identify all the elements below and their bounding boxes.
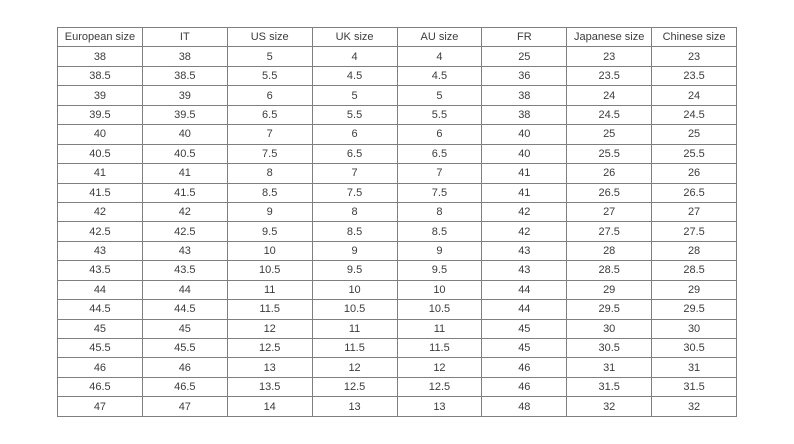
table-cell: 38.5 bbox=[58, 66, 143, 85]
table-cell: 4 bbox=[312, 47, 397, 66]
table-cell: 28.5 bbox=[652, 261, 737, 280]
table-cell: 38.5 bbox=[142, 66, 227, 85]
table-cell: 12 bbox=[397, 358, 482, 377]
table-cell: 24 bbox=[567, 86, 652, 105]
table-cell: 11 bbox=[312, 319, 397, 338]
table-cell: 8.5 bbox=[397, 222, 482, 241]
table-cell: 7 bbox=[397, 164, 482, 183]
table-row bbox=[58, 339, 737, 358]
table-cell: 48 bbox=[482, 397, 567, 416]
table-cell: 26 bbox=[652, 164, 737, 183]
table-cell: 12 bbox=[227, 319, 312, 338]
table-row bbox=[58, 300, 737, 319]
table-cell: 44.5 bbox=[142, 300, 227, 319]
table-cell: 8 bbox=[227, 164, 312, 183]
table-row bbox=[58, 105, 737, 124]
table-cell: 46 bbox=[58, 358, 143, 377]
table-cell: 11.5 bbox=[397, 339, 482, 358]
table-cell: 9 bbox=[397, 241, 482, 260]
column-header: IT bbox=[142, 28, 227, 47]
table-cell: 45 bbox=[142, 319, 227, 338]
table-cell: 43 bbox=[482, 241, 567, 260]
table-body bbox=[58, 47, 737, 416]
table-cell: 28 bbox=[652, 241, 737, 260]
table-cell: 41 bbox=[58, 164, 143, 183]
table-row bbox=[58, 377, 737, 396]
table-cell: 43 bbox=[142, 241, 227, 260]
table-cell: 14 bbox=[227, 397, 312, 416]
table-cell: 11 bbox=[227, 280, 312, 299]
table-cell: 12 bbox=[312, 358, 397, 377]
table-cell: 27 bbox=[567, 202, 652, 221]
table-cell: 10 bbox=[227, 241, 312, 260]
table-cell: 39.5 bbox=[142, 105, 227, 124]
table-cell: 25.5 bbox=[652, 144, 737, 163]
table-cell: 12.5 bbox=[397, 377, 482, 396]
table-row bbox=[58, 241, 737, 260]
table-row bbox=[58, 358, 737, 377]
table-cell: 45 bbox=[482, 319, 567, 338]
table-cell: 12.5 bbox=[312, 377, 397, 396]
table-cell: 10.5 bbox=[397, 300, 482, 319]
table-cell: 42 bbox=[58, 202, 143, 221]
table-cell: 45.5 bbox=[58, 339, 143, 358]
table-cell: 29 bbox=[652, 280, 737, 299]
table-cell: 30 bbox=[652, 319, 737, 338]
table-cell: 42.5 bbox=[58, 222, 143, 241]
table-cell: 5 bbox=[312, 86, 397, 105]
table-cell: 13 bbox=[397, 397, 482, 416]
table-cell: 36 bbox=[482, 66, 567, 85]
table-cell: 8.5 bbox=[312, 222, 397, 241]
table-row bbox=[58, 280, 737, 299]
table-cell: 23 bbox=[567, 47, 652, 66]
table-cell: 41.5 bbox=[58, 183, 143, 202]
column-header: Japanese size bbox=[567, 28, 652, 47]
table-cell: 26.5 bbox=[567, 183, 652, 202]
table-cell: 5 bbox=[227, 47, 312, 66]
table-cell: 9.5 bbox=[312, 261, 397, 280]
column-header: Chinese size bbox=[652, 28, 737, 47]
table-cell: 44 bbox=[58, 280, 143, 299]
table-cell: 44.5 bbox=[58, 300, 143, 319]
table-cell: 25 bbox=[482, 47, 567, 66]
table-cell: 11.5 bbox=[227, 300, 312, 319]
table-cell: 23 bbox=[652, 47, 737, 66]
table-cell: 46 bbox=[482, 377, 567, 396]
column-header: European size bbox=[58, 28, 143, 47]
table-cell: 7.5 bbox=[227, 144, 312, 163]
table-row bbox=[58, 125, 737, 144]
table-cell: 4 bbox=[397, 47, 482, 66]
table-cell: 5.5 bbox=[312, 105, 397, 124]
table-cell: 7.5 bbox=[397, 183, 482, 202]
table-cell: 46 bbox=[142, 358, 227, 377]
table-cell: 39 bbox=[142, 86, 227, 105]
table-cell: 40 bbox=[142, 125, 227, 144]
table-cell: 45 bbox=[58, 319, 143, 338]
table-cell: 8.5 bbox=[227, 183, 312, 202]
table-cell: 24.5 bbox=[652, 105, 737, 124]
table-cell: 41 bbox=[482, 164, 567, 183]
table-cell: 40.5 bbox=[58, 144, 143, 163]
table-row bbox=[58, 144, 737, 163]
table-cell: 27.5 bbox=[652, 222, 737, 241]
table-cell: 7.5 bbox=[312, 183, 397, 202]
table-cell: 41.5 bbox=[142, 183, 227, 202]
table-cell: 12.5 bbox=[227, 339, 312, 358]
table-cell: 8 bbox=[397, 202, 482, 221]
table-cell: 9.5 bbox=[227, 222, 312, 241]
table-cell: 10.5 bbox=[312, 300, 397, 319]
table-cell: 4.5 bbox=[312, 66, 397, 85]
shoe-size-conversion-table bbox=[57, 27, 737, 417]
table-cell: 39.5 bbox=[58, 105, 143, 124]
table-cell: 6 bbox=[397, 125, 482, 144]
table-row bbox=[58, 222, 737, 241]
table-cell: 6.5 bbox=[312, 144, 397, 163]
table-cell: 31.5 bbox=[652, 377, 737, 396]
table-cell: 42.5 bbox=[142, 222, 227, 241]
table-cell: 23.5 bbox=[652, 66, 737, 85]
table-cell: 11.5 bbox=[312, 339, 397, 358]
table-cell: 44 bbox=[482, 280, 567, 299]
column-header: US size bbox=[227, 28, 312, 47]
table-cell: 13.5 bbox=[227, 377, 312, 396]
table-cell: 27.5 bbox=[567, 222, 652, 241]
table-cell: 41 bbox=[482, 183, 567, 202]
table-cell: 38 bbox=[142, 47, 227, 66]
table-cell: 29.5 bbox=[652, 300, 737, 319]
table-cell: 40 bbox=[482, 125, 567, 144]
table-cell: 10 bbox=[397, 280, 482, 299]
table-cell: 28.5 bbox=[567, 261, 652, 280]
table-cell: 43 bbox=[58, 241, 143, 260]
table-cell: 38 bbox=[58, 47, 143, 66]
column-header: AU size bbox=[397, 28, 482, 47]
table-cell: 9 bbox=[312, 241, 397, 260]
table-cell: 24.5 bbox=[567, 105, 652, 124]
table-cell: 41 bbox=[142, 164, 227, 183]
table-cell: 9.5 bbox=[397, 261, 482, 280]
table-cell: 10 bbox=[312, 280, 397, 299]
table-row bbox=[58, 164, 737, 183]
table-cell: 27 bbox=[652, 202, 737, 221]
table-cell: 47 bbox=[142, 397, 227, 416]
table-cell: 25 bbox=[567, 125, 652, 144]
table-row bbox=[58, 86, 737, 105]
table-cell: 6 bbox=[312, 125, 397, 144]
table-cell: 26.5 bbox=[652, 183, 737, 202]
table-cell: 25.5 bbox=[567, 144, 652, 163]
table-cell: 40 bbox=[482, 144, 567, 163]
table-cell: 11 bbox=[397, 319, 482, 338]
table-cell: 30.5 bbox=[652, 339, 737, 358]
table-cell: 6.5 bbox=[227, 105, 312, 124]
table-row bbox=[58, 202, 737, 221]
table-cell: 5 bbox=[397, 86, 482, 105]
column-header: FR bbox=[482, 28, 567, 47]
table-cell: 8 bbox=[312, 202, 397, 221]
table-cell: 32 bbox=[652, 397, 737, 416]
table-cell: 30.5 bbox=[567, 339, 652, 358]
table-cell: 28 bbox=[567, 241, 652, 260]
table-cell: 29 bbox=[567, 280, 652, 299]
table-row bbox=[58, 183, 737, 202]
table-cell: 45 bbox=[482, 339, 567, 358]
table-cell: 46 bbox=[482, 358, 567, 377]
table-cell: 31 bbox=[652, 358, 737, 377]
table-cell: 13 bbox=[227, 358, 312, 377]
table-cell: 6.5 bbox=[397, 144, 482, 163]
table-cell: 47 bbox=[58, 397, 143, 416]
table-cell: 46.5 bbox=[142, 377, 227, 396]
table-cell: 5.5 bbox=[397, 105, 482, 124]
table-cell: 32 bbox=[567, 397, 652, 416]
table-cell: 24 bbox=[652, 86, 737, 105]
table-header-row bbox=[58, 28, 737, 47]
table-cell: 9 bbox=[227, 202, 312, 221]
table-row bbox=[58, 47, 737, 66]
table-row bbox=[58, 261, 737, 280]
table-cell: 45.5 bbox=[142, 339, 227, 358]
table-cell: 13 bbox=[312, 397, 397, 416]
table-cell: 40.5 bbox=[142, 144, 227, 163]
table-cell: 43 bbox=[482, 261, 567, 280]
table-cell: 31.5 bbox=[567, 377, 652, 396]
table-cell: 43.5 bbox=[58, 261, 143, 280]
table-cell: 42 bbox=[142, 202, 227, 221]
table-cell: 42 bbox=[482, 222, 567, 241]
table-cell: 38 bbox=[482, 86, 567, 105]
table-cell: 5.5 bbox=[227, 66, 312, 85]
table-row bbox=[58, 397, 737, 416]
table-cell: 23.5 bbox=[567, 66, 652, 85]
table-cell: 29.5 bbox=[567, 300, 652, 319]
table-cell: 44 bbox=[482, 300, 567, 319]
table-cell: 26 bbox=[567, 164, 652, 183]
table-cell: 7 bbox=[312, 164, 397, 183]
table-cell: 40 bbox=[58, 125, 143, 144]
table-header bbox=[58, 28, 737, 47]
table-cell: 30 bbox=[567, 319, 652, 338]
table-cell: 44 bbox=[142, 280, 227, 299]
table-row bbox=[58, 319, 737, 338]
table-cell: 39 bbox=[58, 86, 143, 105]
table-cell: 6 bbox=[227, 86, 312, 105]
table-cell: 7 bbox=[227, 125, 312, 144]
table-row bbox=[58, 66, 737, 85]
table-cell: 38 bbox=[482, 105, 567, 124]
table-cell: 43.5 bbox=[142, 261, 227, 280]
table-cell: 42 bbox=[482, 202, 567, 221]
table-cell: 10.5 bbox=[227, 261, 312, 280]
table-cell: 4.5 bbox=[397, 66, 482, 85]
column-header: UK size bbox=[312, 28, 397, 47]
table-cell: 31 bbox=[567, 358, 652, 377]
table-cell: 46.5 bbox=[58, 377, 143, 396]
table-cell: 25 bbox=[652, 125, 737, 144]
